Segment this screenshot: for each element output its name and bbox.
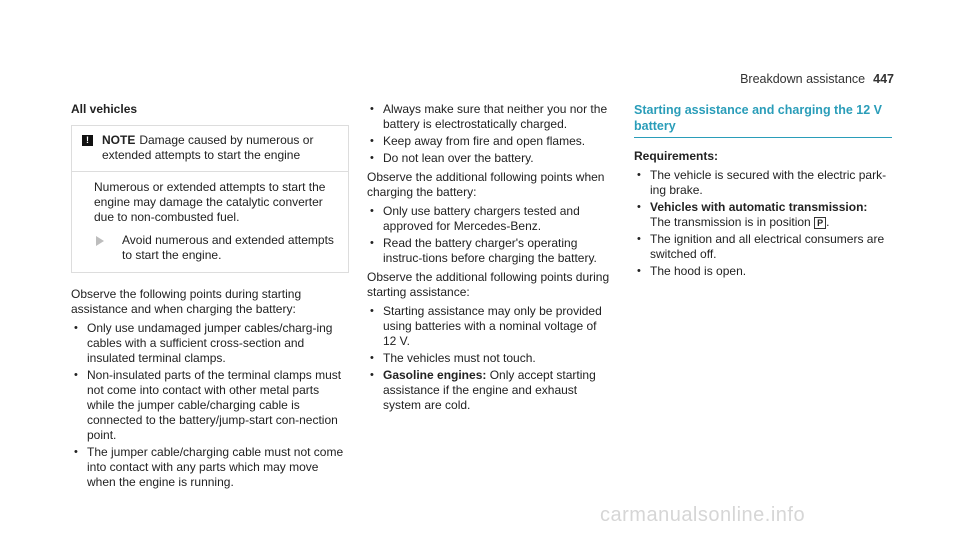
note-tip-text: Avoid numerous and extended attempts to start the engine. [122,233,334,262]
note-body [72,172,348,272]
intro-text: Observe the additional following points during starting assistance: [367,270,610,299]
requirements-list [634,168,892,279]
list-item: • Keep away from fire and open flames. [370,134,586,148]
page-number: 447 [873,72,894,86]
page-header [740,72,894,87]
column-2 [367,102,613,417]
note-header [72,126,348,172]
warning-icon: ! [82,135,93,146]
intro-text: Observe the following points during starting assistance and when charging the battery: [71,287,302,316]
requirements-heading: Requirements: [634,149,719,163]
list-item: • The jumper cable/charging cable must not come into contact with any parts which may move when the engine is running. [74,445,344,489]
bullet-list [367,304,613,413]
list-item: • The vehicle is secured with the electric park-ing brake. [637,168,887,197]
gasoline-text: Only accept starting assistance if the engine and exhaust system are cold. [383,368,596,412]
section-title: Starting assistance and charging the 12 V battery [634,102,892,138]
list-item: • Gasoline engines: Only accept starting assistance if the engine and exhaust system are cold. [370,368,596,412]
bullet-list [71,321,349,490]
list-item: • The ignition and all electrical consumers are switched off. [637,232,885,261]
watermark: carmanualsonline.info [600,504,806,526]
list-item: • Only use undamaged jumper cables/charg-ing cables with a sufficient cross-section and insulated terminal clamps. [74,321,333,365]
note-title: Damage caused by numerous or extended attempts to start the engine [102,133,314,162]
list-item: • The hood is open. [637,264,747,278]
column-3 [634,102,892,283]
list-item: • Non-insulated parts of the terminal clamps must not come into contact with other metal parts while the jumper cable/charging cable is connected to the battery/jump-start con-nection point. [74,368,342,442]
list-item: • Do not lean over the battery. [370,151,534,165]
note-label: NOTE [102,133,136,147]
note-box [71,125,349,273]
list-item: • Read the battery charger's operating instruc-tions before charging the battery. [370,236,597,265]
list-item: • Vehicles with automatic transmission: The transmission is in position P . [637,200,868,229]
list-item: • Only use battery chargers tested and approved for Mercedes-Benz. [370,204,580,233]
arrow-right-icon [96,236,112,246]
section-name: Breakdown assistance [740,72,866,86]
intro-text: Observe the additional following points when charging the battery: [367,170,605,199]
note-text: Numerous or extended attempts to start the engine may damage the catalytic converter due to non-combusted fuel. [94,180,326,224]
list-item: • The vehicles must not touch. [370,351,536,365]
bullet-list [367,102,613,166]
heading-all-vehicles: All vehicles [71,102,138,116]
park-position-icon: P [814,217,826,229]
column-1 [71,102,349,494]
bullet-list [367,204,613,266]
gasoline-label: Gasoline engines: [383,368,487,382]
list-item: • Starting assistance may only be provided using batteries with a nominal voltage of 12 V. [370,304,602,348]
list-item: • Always make sure that neither you nor the battery is electrostatically charged. [370,102,608,131]
note-tip [94,233,338,263]
